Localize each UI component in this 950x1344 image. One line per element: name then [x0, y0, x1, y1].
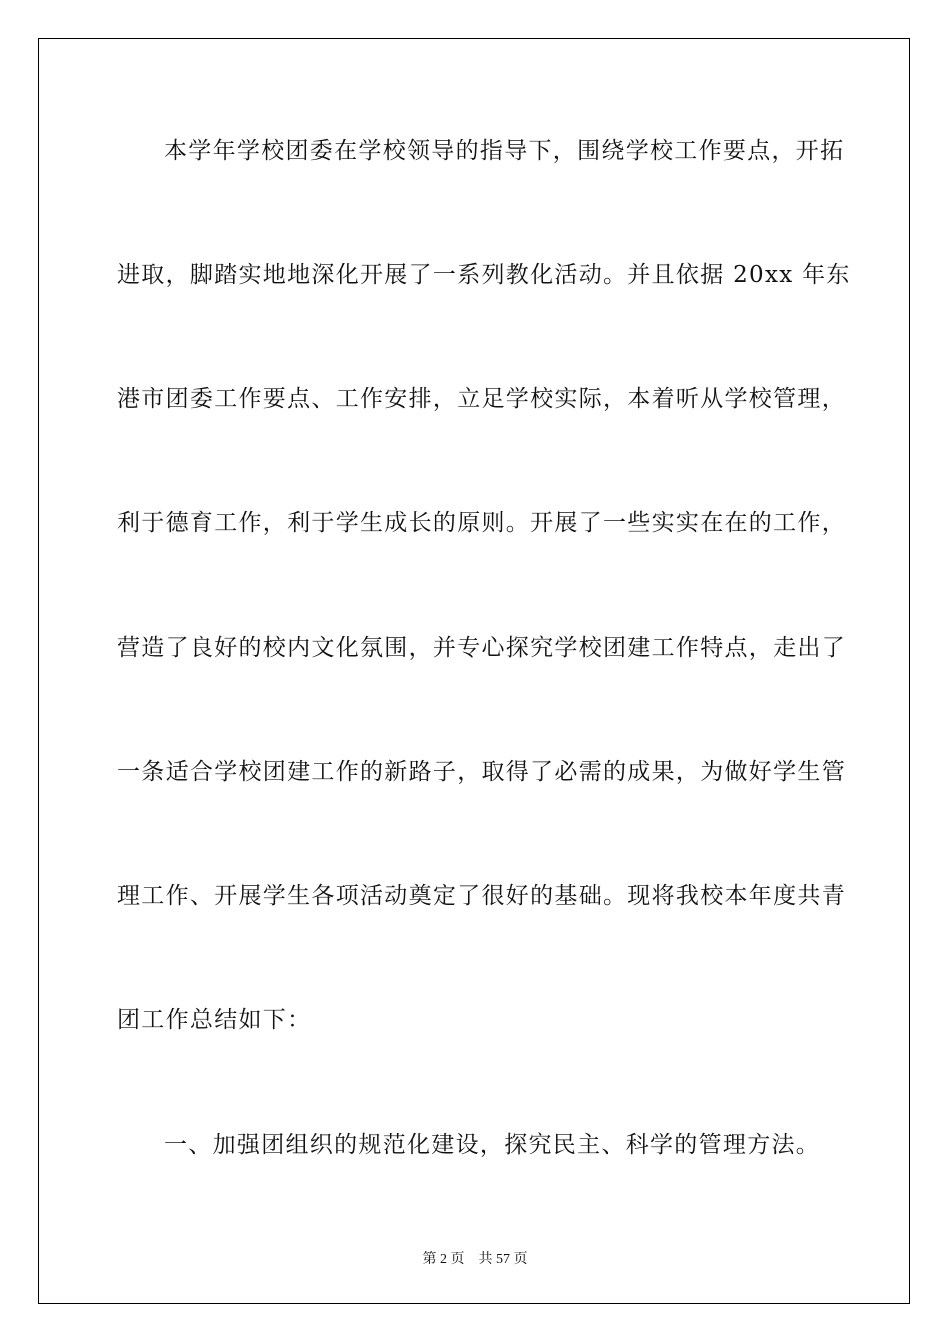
- paragraph-line-5: 营造了良好的校内文化氛围，并专心探究学校团建工作特点，走出了: [117, 635, 846, 661]
- paragraph-line-8: 团工作总结如下：: [117, 1007, 312, 1033]
- paragraph-line-4: 利于德育工作，利于学生成长的原则。开展了一些实实在在的工作，: [117, 510, 846, 536]
- paragraph-line-6: 一条适合学校团建工作的新路子，取得了必需的成果，为做好学生管: [117, 759, 846, 785]
- page-number: 第 2 页: [422, 1252, 465, 1267]
- section-heading-1: 一、加强团组织的规范化建设，探究民主、科学的管理方法。: [164, 1132, 821, 1158]
- paragraph-line-7: 理工作、开展学生各项活动奠定了很好的基础。现将我校本年度共青: [117, 883, 846, 909]
- paragraph-line-1: 本学年学校团委在学校领导的指导下，围绕学校工作要点，开拓: [164, 138, 845, 164]
- paragraph-line-2: 进取，脚踏实地地深化开展了一系列教化活动。并且依据 20xx 年东: [117, 262, 851, 288]
- page-border: [38, 38, 910, 1304]
- page-total: 共 57 页: [478, 1252, 528, 1267]
- page-footer: [0, 1248, 950, 1268]
- paragraph-line-3: 港市团委工作要点、工作安排，立足学校实际，本着听从学校管理，: [117, 386, 846, 412]
